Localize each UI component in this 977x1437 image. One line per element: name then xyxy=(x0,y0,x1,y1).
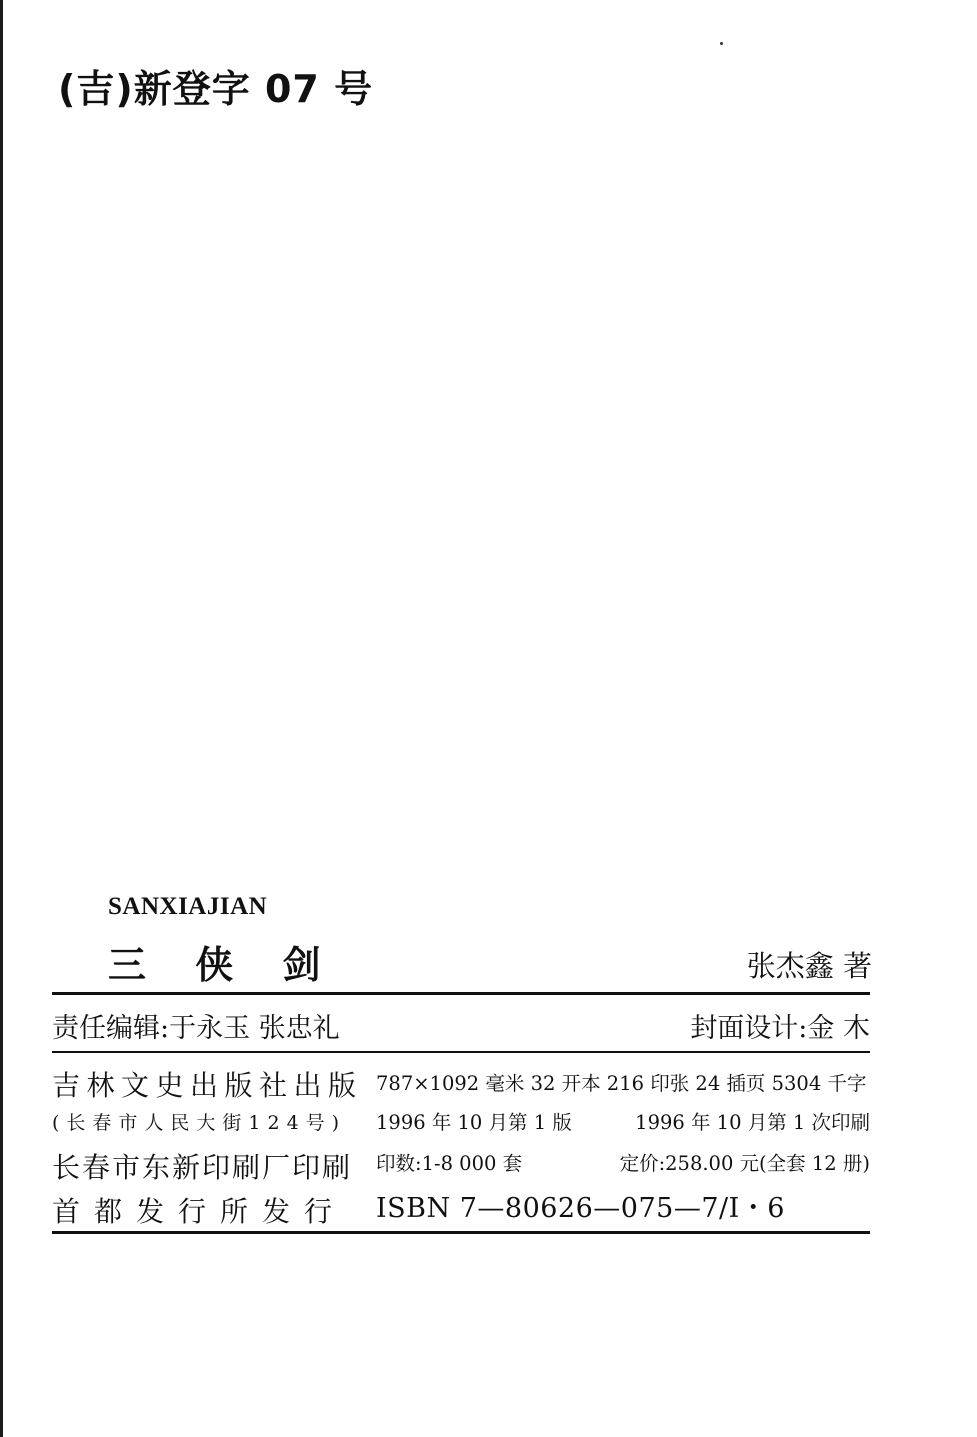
page-left-edge xyxy=(0,0,3,1437)
edition: 1996 年 10 月第 1 版 xyxy=(376,1111,572,1134)
author: 张杰鑫 著 xyxy=(746,949,872,983)
print-run: 印数:1-8 000 套 xyxy=(376,1152,523,1175)
title-chinese: 三 侠 剑 xyxy=(108,943,339,987)
scan-speck xyxy=(720,42,723,45)
distributor: 首都发行所发行 xyxy=(52,1195,347,1228)
bottom-rule xyxy=(52,1231,870,1234)
middle-rule xyxy=(52,1051,870,1053)
registration-number: (吉)新登字 07 号 xyxy=(58,67,374,111)
printing: 1996 年 10 月第 1 次印刷 xyxy=(635,1111,870,1134)
price: 定价:258.00 元(全套 12 册) xyxy=(619,1152,870,1175)
responsible-editors: 责任编辑:于永玉 张忠礼 xyxy=(52,1013,340,1044)
isbn: ISBN 7—80626—075—7/I・6 xyxy=(376,1193,785,1224)
publisher-name: 吉林文史出版社出版 xyxy=(52,1069,363,1102)
printer: 长春市东新印刷厂印刷 xyxy=(52,1151,353,1184)
top-rule xyxy=(52,992,870,995)
title-pinyin: SANXIAJIAN xyxy=(108,893,268,920)
publisher-address: (长春市人民大街124号) xyxy=(52,1112,347,1134)
cover-designer: 封面设计:金 木 xyxy=(690,1013,870,1044)
format-specs: 787×1092 毫米 32 开本 216 印张 24 插页 5304 千字 xyxy=(376,1072,867,1095)
